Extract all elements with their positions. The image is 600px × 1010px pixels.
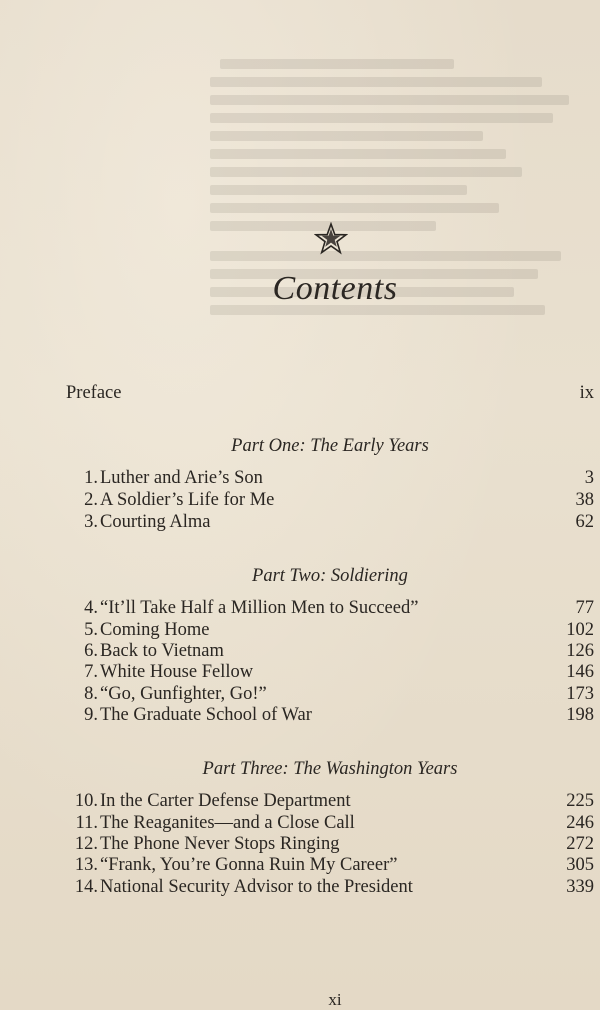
toc-entry-title: Back to Vietnam	[100, 641, 224, 661]
toc-entry[interactable]	[66, 833, 594, 855]
toc-entry[interactable]	[66, 683, 594, 705]
toc-entry-title: White House Fellow	[100, 662, 254, 682]
toc-entry-title: Courting Alma	[100, 512, 211, 532]
toc-entry-page: 339	[566, 877, 594, 897]
toc-entry-page: 198	[566, 705, 594, 725]
toc-entry-number: 13.	[74, 855, 98, 875]
toc-entry-page: 146	[566, 662, 594, 682]
toc-entry-number: 6.	[84, 641, 98, 661]
toc-entry-title: The Graduate School of War	[100, 705, 312, 725]
toc-entry-title: The Reaganites—and a Close Call	[100, 813, 355, 833]
toc-entry[interactable]	[66, 876, 594, 898]
toc-entry-page: 173	[566, 684, 594, 704]
toc-entry-title: “Go, Gunfighter, Go!”	[100, 684, 267, 704]
toc-entry[interactable]	[66, 790, 594, 812]
toc-entry-preface[interactable]	[66, 382, 594, 404]
toc-entry-page: 225	[566, 791, 594, 811]
toc-entry-title: In the Carter Defense Department	[100, 791, 351, 811]
toc-entry-number: 3.	[84, 512, 98, 532]
toc-entry[interactable]	[66, 661, 594, 683]
toc-entry[interactable]	[66, 704, 594, 726]
show-through-texture	[210, 55, 600, 375]
toc-entry-title: Coming Home	[100, 620, 210, 640]
toc-entry-number: 11.	[75, 813, 98, 833]
toc-entry-number: 10.	[74, 791, 98, 811]
part-heading: Part Two: Soldiering	[252, 566, 408, 586]
toc-entry-page: 102	[566, 620, 594, 640]
toc-entry-title: Luther and Arie’s Son	[100, 468, 263, 488]
toc-entry-number: 1.	[84, 468, 98, 488]
toc-entry-page: 126	[566, 641, 594, 661]
part-heading: Part Three: The Washington Years	[202, 759, 458, 779]
toc-entry-number: 2.	[84, 490, 98, 510]
toc-entry-number: 12.	[74, 834, 98, 854]
toc-entry-page: 246	[566, 813, 594, 833]
toc-entry[interactable]	[66, 619, 594, 641]
page-number: xi	[328, 990, 342, 1009]
toc-entry[interactable]	[66, 489, 594, 511]
toc-entry-number: 8.	[84, 684, 98, 704]
toc-entry-page: ix	[579, 383, 594, 403]
part-heading: Part One: The Early Years	[231, 436, 429, 456]
toc-entry-title: “Frank, You’re Gonna Ruin My Career”	[100, 855, 398, 875]
toc-entry-page: 3	[584, 468, 594, 488]
toc-entry-page: 77	[575, 598, 594, 618]
toc-entry-title: The Phone Never Stops Ringing	[100, 834, 340, 854]
page-title: Contents	[272, 270, 398, 307]
toc-entry-title: Preface	[66, 383, 122, 403]
toc-entry[interactable]	[66, 812, 594, 834]
toc-entry-page: 62	[575, 512, 594, 532]
toc-entry[interactable]	[66, 511, 594, 533]
toc-entry-page: 305	[566, 855, 594, 875]
toc-entry-page: 38	[575, 490, 594, 510]
toc-entry-number: 7.	[84, 662, 98, 682]
toc-entry[interactable]	[66, 640, 594, 662]
toc-entry-title: A Soldier’s Life for Me	[100, 490, 275, 510]
toc-entry[interactable]	[66, 467, 594, 489]
star-icon	[314, 222, 348, 256]
toc-entry-number: 14.	[74, 877, 98, 897]
toc-entry[interactable]	[66, 854, 594, 876]
toc-entry-title: “It’ll Take Half a Million Men to Succeed”	[100, 598, 419, 618]
toc-entry-page: 272	[566, 834, 594, 854]
toc-entry-number: 4.	[84, 598, 98, 618]
toc-entry[interactable]	[66, 597, 594, 619]
toc-entry-title: National Security Advisor to the President	[100, 877, 413, 897]
toc-entry-number: 5.	[84, 620, 98, 640]
toc-entry-number: 9.	[84, 705, 98, 725]
